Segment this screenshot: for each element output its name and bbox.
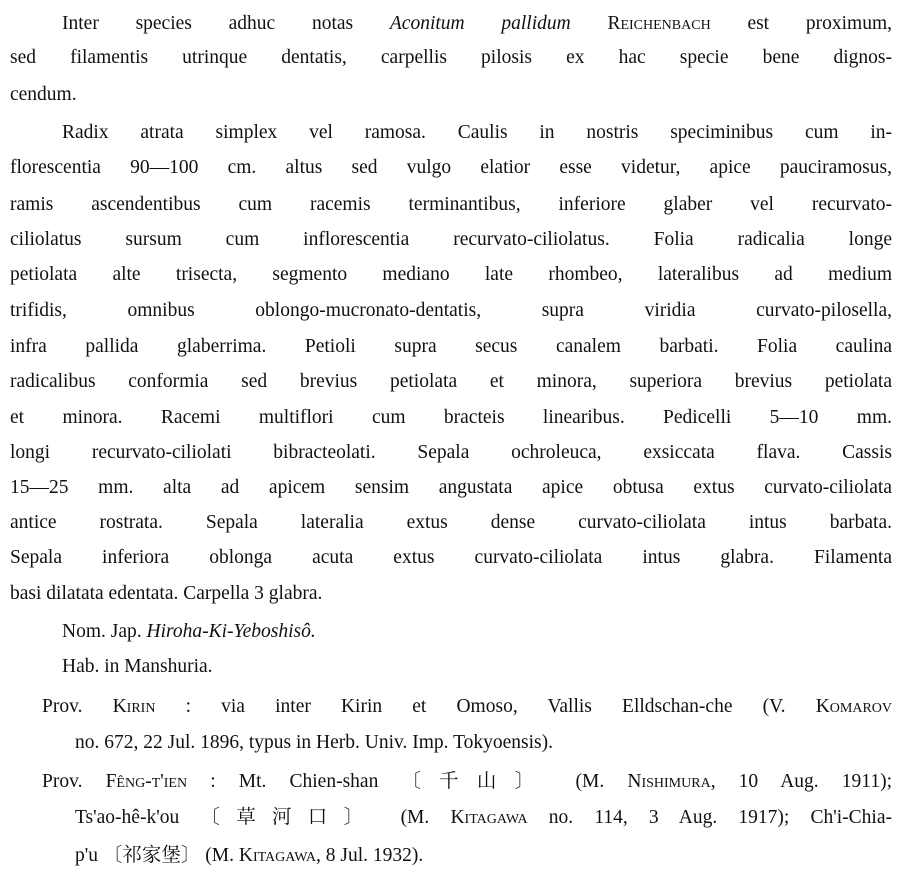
text-segment: p'u 〔祁家堡〕 (M. <box>75 845 239 866</box>
text-segment: basi dilatata edentata. Carpella 3 glabra. <box>10 583 323 604</box>
text-line <box>10 46 892 70</box>
text-line <box>42 695 892 719</box>
text-line <box>42 770 892 794</box>
text-line <box>62 655 213 679</box>
text-line <box>62 12 892 36</box>
italic-text: Hiroha-Ki-Yeboshisô. <box>146 621 316 642</box>
text-line <box>10 156 892 180</box>
small-caps-name: Reichenbach <box>570 13 711 34</box>
text-line <box>10 228 892 252</box>
small-caps-name: Komarov <box>815 696 892 717</box>
text-segment: radicalibus conformia sed brevius petiolata et minora, superiora brevius petiolata <box>10 371 892 392</box>
text-segment: petiolata alte trisecta, segmento mediano late rhombeo, lateralibus ad medium <box>10 264 892 285</box>
text-line <box>10 546 892 570</box>
text-segment: Prov. <box>42 771 106 792</box>
text-segment: antice rostrata. Sepala lateralia extus dense curvato-ciliolata intus barbata. <box>10 512 892 533</box>
text-segment: Ts'ao-hê-k'ou 〔草河口〕 (M. <box>75 807 451 828</box>
text-line <box>75 844 423 868</box>
text-line <box>10 511 892 535</box>
text-line <box>10 83 77 107</box>
text-segment: , 8 Jul. 1932). <box>316 845 424 866</box>
text-segment: , 10 Aug. 1911); <box>710 771 892 792</box>
text-segment: cendum. <box>10 84 77 105</box>
text-segment: trifidis, omnibus oblongo-mucronato-dentatis, supra viridia curvato-pilosella, <box>10 300 892 321</box>
text-line <box>75 806 892 830</box>
text-segment: ramis ascendentibus cum racemis terminantibus, inferiore glaber vel recurvato- <box>10 194 892 215</box>
text-segment: 15—25 mm. alta ad apicem sensim angustata apice obtusa extus curvato-ciliolata <box>10 477 892 498</box>
small-caps-name: Kitagawa <box>238 845 317 866</box>
text-line <box>10 406 892 430</box>
text-line <box>10 335 892 359</box>
text-line <box>62 620 316 644</box>
small-caps-name: Nishimura <box>627 771 711 792</box>
text-segment: longi recurvato-ciliolati bibracteolati. Sepala ochroleuca, exsiccata flava. Cassis <box>10 442 892 463</box>
text-line <box>10 370 892 394</box>
text-segment: est proximum, <box>710 13 892 34</box>
small-caps-name: Fêng-t'ien <box>105 771 188 792</box>
text-line <box>75 731 553 755</box>
text-line <box>10 299 892 323</box>
text-segment: no. 672, 22 Jul. 1896, typus in Herb. Univ. Imp. Tokyoensis). <box>75 732 553 753</box>
small-caps-name: Kitagawa <box>450 807 528 828</box>
italic-text: Aconitum pallidum <box>389 13 571 34</box>
text-segment: Radix atrata simplex vel ramosa. Caulis in nostris speciminibus cum in- <box>62 122 892 143</box>
text-segment: Hab. in Manshuria. <box>62 656 213 677</box>
text-segment: Inter species adhuc notas <box>62 13 390 34</box>
text-segment: : via inter Kirin et Omoso, Vallis Elldschan-che (V. <box>155 696 816 717</box>
text-line <box>62 121 892 145</box>
text-line <box>10 263 892 287</box>
text-segment: ciliolatus sursum cum inflorescentia recurvato-ciliolatus. Folia radicalia longe <box>10 229 892 250</box>
small-caps-name: Kirin <box>112 696 156 717</box>
text-segment: : Mt. Chien-shan 〔千山〕 (M. <box>187 771 628 792</box>
text-line <box>10 582 322 606</box>
text-segment: et minora. Racemi multiflori cum bracteis linearibus. Pedicelli 5—10 mm. <box>10 407 892 428</box>
text-segment: florescentia 90—100 cm. altus sed vulgo elatior esse videtur, apice pauciramosus, <box>10 157 892 178</box>
text-line <box>10 476 892 500</box>
text-segment: sed filamentis utrinque dentatis, carpellis pilosis ex hac specie bene dignos- <box>10 47 892 68</box>
text-segment: Sepala inferiora oblonga acuta extus curvato-ciliolata intus glabra. Filamenta <box>10 547 892 568</box>
text-line <box>10 193 892 217</box>
text-line <box>10 441 892 465</box>
text-segment: Nom. Jap. <box>62 621 147 642</box>
text-segment: Prov. <box>42 696 113 717</box>
text-segment: infra pallida glaberrima. Petioli supra secus canalem barbati. Folia caulina <box>10 336 892 357</box>
text-segment: no. 114, 3 Aug. 1917); Ch'i-Chia- <box>527 807 892 828</box>
